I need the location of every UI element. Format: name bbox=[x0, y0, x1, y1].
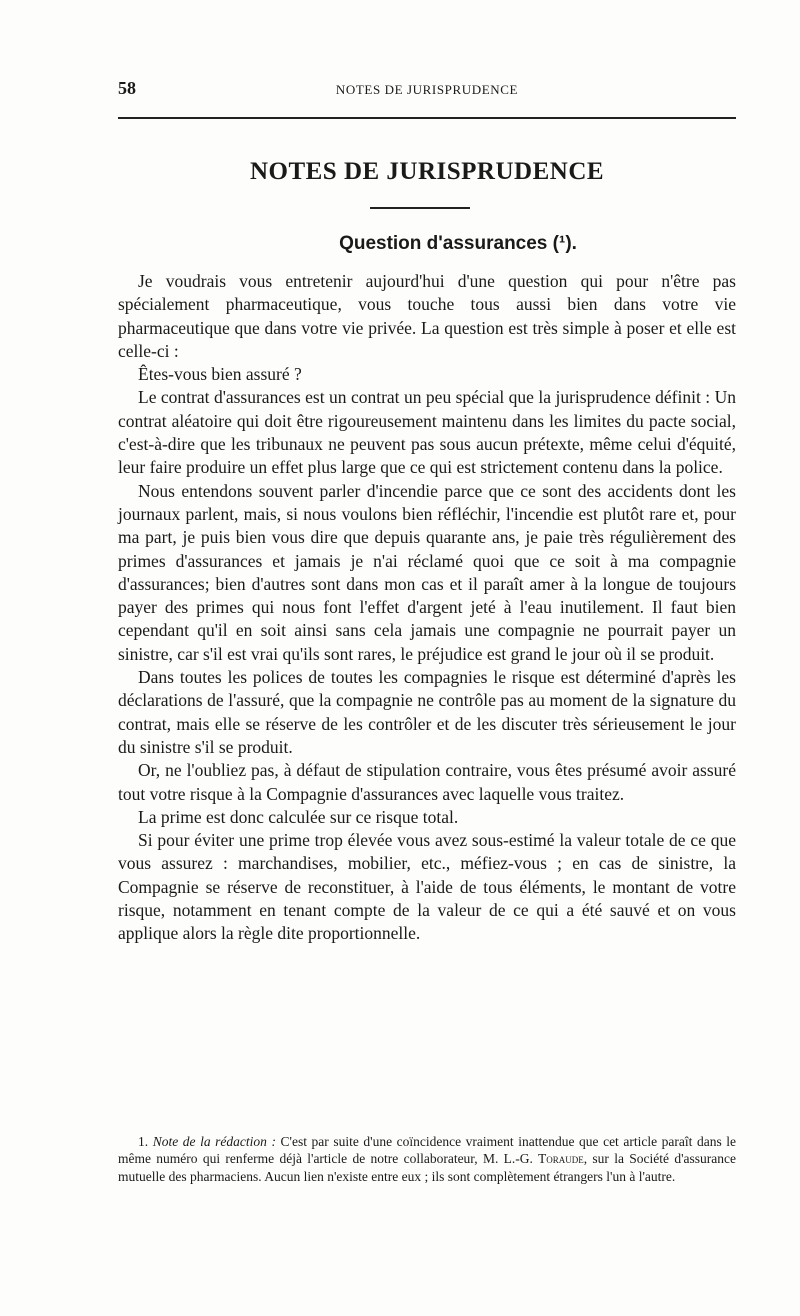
section-title bbox=[118, 233, 736, 255]
section-title-text: Question d'assurances bbox=[339, 233, 548, 254]
footnote-number: 1. bbox=[138, 1134, 149, 1149]
paragraph: Dans toutes les polices de toutes les compagnies le risque est déterminé d'après les déclarations de l'assuré, que la compagnie ne contrôle pas au moment de la signature du contrat, mais elle se réserve de les contrôler et de les discuter très sérieusement le jour du sinistre s'il se produit. bbox=[118, 667, 736, 757]
title-rule bbox=[370, 207, 470, 209]
paragraph: Je voudrais vous entretenir aujourd'hui d'une question qui pour n'être pas spécialement pharmaceutique, vous touche tous aussi bien dans votre vie pharmaceutique que dans votre vie privée. La question est très simple à poser et elle est celle-ci : bbox=[118, 271, 736, 361]
running-head bbox=[118, 78, 736, 102]
footnote bbox=[118, 1133, 736, 1185]
paragraph: Êtes-vous bien assuré ? bbox=[138, 364, 302, 385]
footnote-text: C'est par suite d'une coïncidence vraiment inattendue que cet article paraît dans le même numéro qui renferme déjà l'article de notre collaborateur, M. bbox=[118, 1134, 737, 1167]
page-number: 58 bbox=[118, 78, 136, 98]
paragraph: Nous entendons souvent parler d'incendie parce que ce sont des accidents dont les journaux parlent, mais, si nous voulons bien réfléchir, l'incendie est plutôt rare et, pour ma part, je puis bien vous dire que depuis quarante ans, je paie très régulièrement des primes d'assurances et jamais je n'ai réclamé quoi que ce soit à ma compagnie d'assurances; bien d'autres sont dans mon cas et il paraît amer à la longue de toujours payer des primes qui nous font l'effet d'argent jeté à l'eau inutilement. Il faut bien cependant qu'il en soit ainsi sans cela jamais une compagnie ne pourrait payer un sinistre, car s'il est vrai qu'ils sont rares, le préjudice est grand le jour où il se produit. bbox=[118, 480, 736, 664]
article-body bbox=[118, 270, 736, 946]
footnote-text-end: , sur la Société d'assurance mutuelle des pharmaciens. Aucun lien n'existe entre eux ; ils sont complètement étrangers l'un à l'autre. bbox=[118, 1151, 737, 1184]
footnote-label: Note de la rédaction : bbox=[152, 1134, 276, 1149]
article-title: NOTES DE JURISPRUDENCE bbox=[249, 158, 605, 185]
paragraph: La prime est donc calculée sur ce risque total. bbox=[138, 806, 459, 827]
paragraph: Or, ne l'oubliez pas, à défaut de stipulation contraire, vous êtes présumé avoir assuré tout votre risque à la Compagnie d'assurances avec laquelle vous traitez. bbox=[118, 760, 736, 804]
paragraph: Si pour éviter une prime trop élevée vous avez sous-estimé la valeur totale de ce que vous assurez : marchandises, mobilier, etc., méfiez-vous ; en cas de sinistre, la Compagnie se réserve de reconstituer, à l'aide de tous éléments, le montant de votre risque, notamment en tenant compte de la valeur de ce qui a été sauvé et on vous applique alors la règle dite proportionnelle. bbox=[118, 830, 736, 944]
paragraph: Le contrat d'assurances est un contrat un peu spécial que la jurisprudence définit : Un contrat aléatoire qui doit être rigoureusement maintenu dans les limites du pacte social, c'est-à-dire que les tribunaux ne peuvent pas sous aucun prétexte, même celui d'équité, leur faire produire un effet plus large que ce qui est strictement contenu dans la police. bbox=[118, 387, 736, 478]
header-rule bbox=[118, 117, 736, 119]
footnote-author-name: L.-G. Toraude bbox=[503, 1151, 584, 1167]
footnote-reference: (¹). bbox=[552, 233, 577, 254]
running-title: NOTES DE JURISPRUDENCE bbox=[335, 82, 519, 97]
